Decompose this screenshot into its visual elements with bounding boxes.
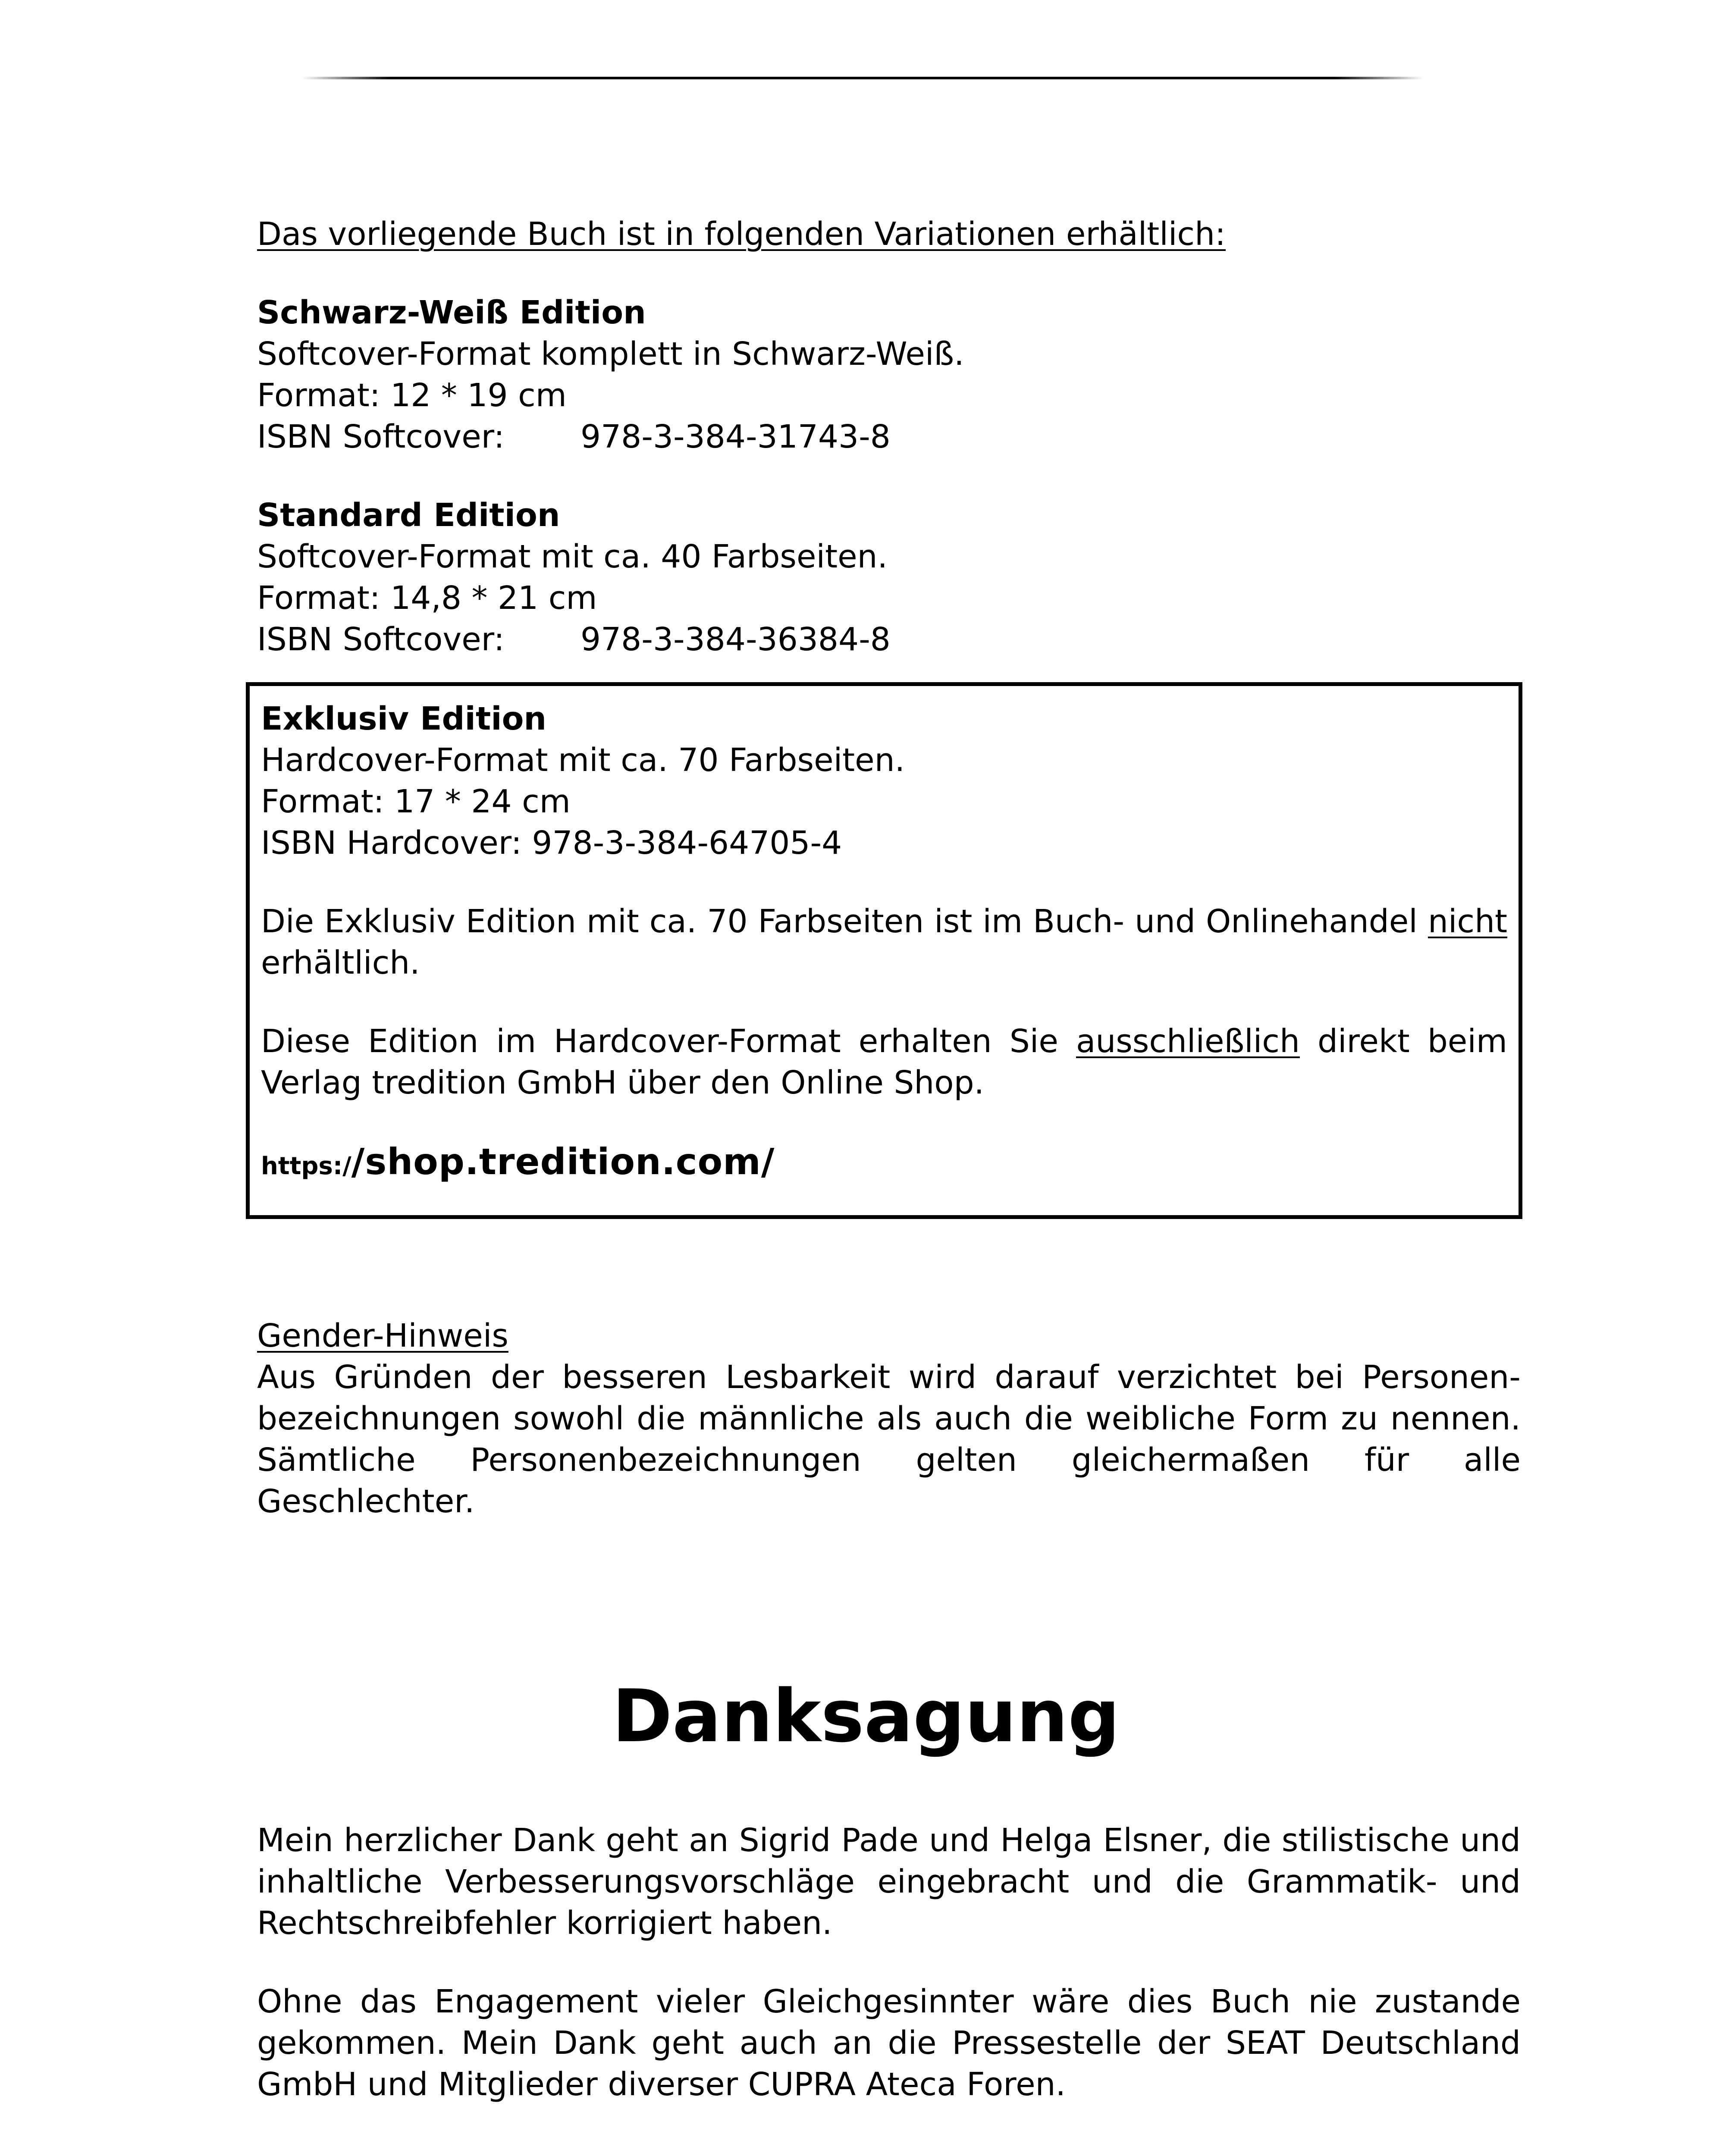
exklusiv-edition-format: Format: 17 * 24 cm	[261, 783, 571, 820]
standard-isbn-label: ISBN Softcover:	[257, 621, 505, 658]
exklusiv-edition-title: Exklusiv Edition	[261, 700, 547, 737]
editions-section	[257, 213, 1521, 660]
emphasis-nicht: nicht	[1428, 903, 1507, 940]
standard-edition-isbn	[257, 619, 1521, 660]
sw-edition	[257, 292, 1521, 458]
standard-edition-desc: Softcover-Format mit ca. 40 Farbseiten.	[257, 538, 888, 575]
gender-note	[257, 1315, 1521, 1522]
danksagung-heading: Danksagung	[612, 1674, 1120, 1758]
emphasis-ausschliesslich: ausschließlich	[1076, 1023, 1300, 1060]
standard-edition	[257, 495, 1521, 660]
standard-edition-title: Standard Edition	[257, 497, 560, 534]
top-rule	[302, 77, 1423, 79]
shop-url-prefix: https:/	[261, 1152, 351, 1180]
intro-text: Das vorliegende Buch ist in folgenden Variationen erhältlich:	[257, 216, 1226, 253]
sw-edition-title: Schwarz-Weiß Edition	[257, 294, 646, 331]
exklusiv-edition-desc: Hardcover-Format mit ca. 70 Farbseiten.	[261, 742, 905, 779]
sw-edition-isbn	[257, 416, 1521, 458]
shop-url-main: /shop.tredition.com/	[351, 1141, 775, 1183]
danksagung-section	[257, 1820, 1521, 2105]
danksagung-para-2: Ohne das Engagement vieler Gleichgesinnter wäre dies Buch nie zustande gekommen. Mein Dank geht auch an die Pressestelle der SEAT Deutschland GmbH und Mitglieder diverser CUPRA Ateca Foren.	[257, 1983, 1521, 2103]
exklusiv-note-shop: Diese Edition im Hardcover-Format erhalten Sie ausschließlich direkt beim Verlag tredition GmbH über den Online Shop.	[261, 1023, 1507, 1101]
sw-edition-desc: Softcover-Format komplett in Schwarz-Weiß.	[257, 335, 964, 373]
shop-url[interactable]	[261, 1141, 1507, 1183]
standard-isbn-value: 978-3-384-36384-8	[580, 621, 891, 658]
exklusiv-edition-box	[246, 682, 1522, 1219]
gender-note-text: Aus Gründen der besseren Lesbarkeit wird darauf verzichtet bei Personen-bezeichnungen sowohl die männliche als auch die weibliche Form zu nennen. Sämtliche Personenbezeichnungen gelten gleichermaßen für alle Geschlechter.	[257, 1359, 1521, 1520]
exklusiv-edition-isbn: ISBN Hardcover: 978-3-384-64705-4	[261, 824, 842, 862]
standard-edition-format: Format: 14,8 * 21 cm	[257, 580, 597, 617]
sw-edition-format: Format: 12 * 19 cm	[257, 377, 567, 414]
danksagung-para-1: Mein herzlicher Dank geht an Sigrid Pade und Helga Elsner, die stilistische und inhaltliche Verbesserungsvorschläge eingebracht und die Grammatik- und Rechtschreibfehler korrigiert haben.	[257, 1822, 1521, 1942]
sw-isbn-value: 978-3-384-31743-8	[580, 418, 891, 455]
exklusiv-note-availability: Die Exklusiv Edition mit ca. 70 Farbseiten ist im Buch- und Onlinehandel nicht erhältlich.	[261, 903, 1507, 981]
sw-isbn-label: ISBN Softcover:	[257, 418, 505, 455]
gender-note-title: Gender-Hinweis	[257, 1317, 508, 1354]
